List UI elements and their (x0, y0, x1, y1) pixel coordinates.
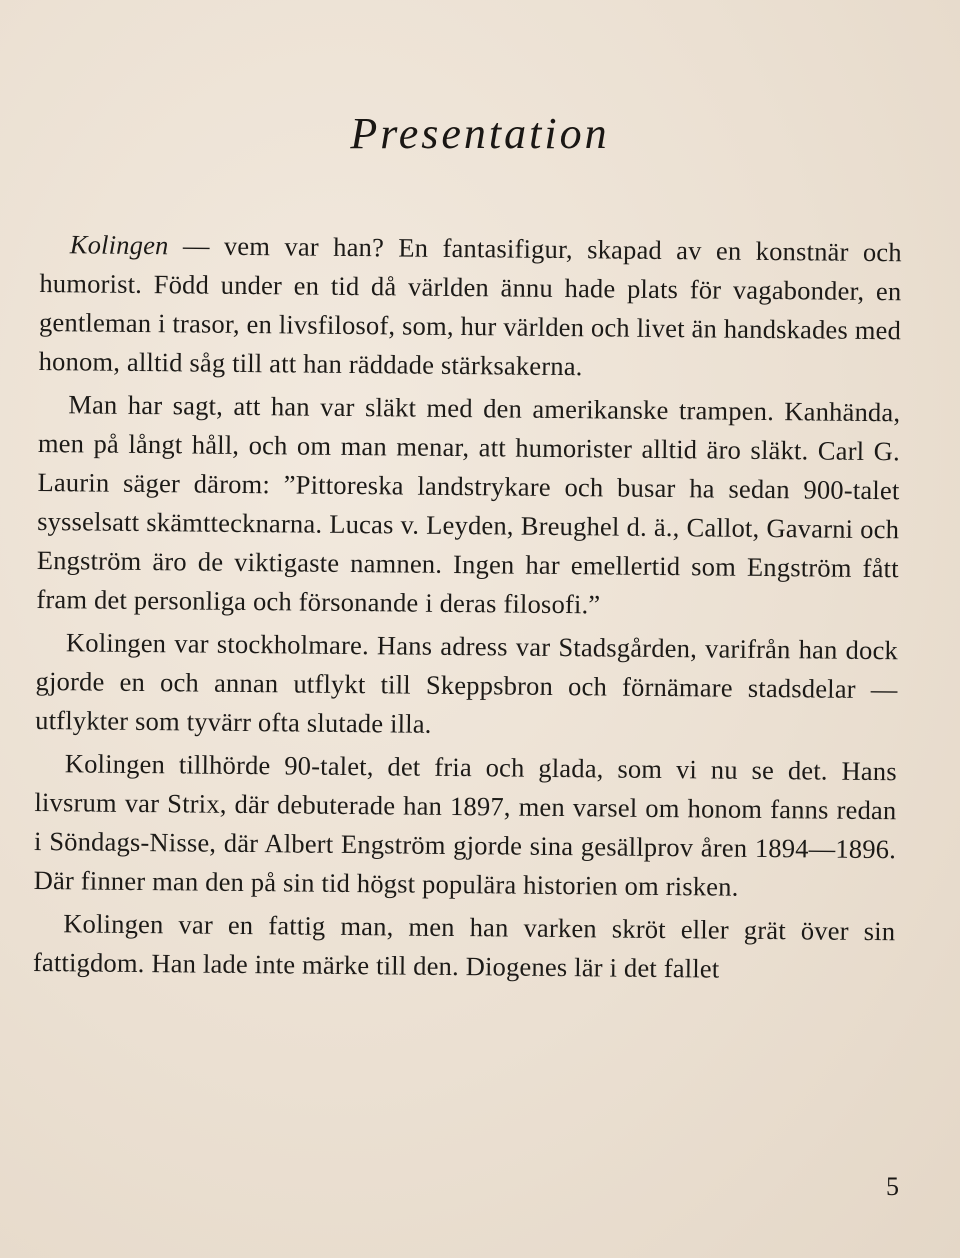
paragraph (33, 904, 896, 990)
body-text (33, 225, 902, 994)
chapter-title: Presentation (350, 109, 610, 158)
paragraph (34, 744, 897, 908)
paragraph-text: Kolingen var en fattig man, men han varken skröt eller grät över sin fattigdom. Han lade inte märke till den. Diogenes lär i det fallet (32, 908, 896, 984)
paragraph (36, 385, 900, 627)
paragraph (35, 623, 898, 748)
paragraph (39, 225, 902, 389)
paragraph-text: — vem var han? En fantasifigur, skapad av en konstnär och humorist. Född under en tid då världen ännu hade plats för vagabonder, en gentleman i trasor, en livsfilosof, som, hur världen och livet än handskades med honom, alltid såg till att han räddade stärksakerna. (38, 230, 902, 382)
paragraph-text: Kolingen tillhörde 90-talet, det fria och glada, som vi nu se det. Hans livsrum var Strix, där debuterade han 1897, men varsel om honom fanns redan i Söndags-Nisse, där Albert Engström gjorde sina gesällprov åren 1894—1896. Där finner man den på sin tid högst populära historien om risken. (33, 748, 897, 902)
italic-lead: Kolingen (69, 229, 169, 261)
page-number: 5 (886, 1172, 899, 1201)
paragraph-text: Man har sagt, att han var släkt med den amerikanske trampen. Kanhända, men på långt håll, och om man menar, att humorister alltid äro släkt. Carl G. Laurin säger därom: ”Pittoreska landstrykare och busar ha sedan 900-talet sysselsatt skämttecknarna. Lucas v. Leyden, Breughel d. ä., Callot, Gavarni och Engström äro de viktigaste namnen. Ingen har emellertid som Engström fått fram det personliga och försonande i deras filosofi.” (36, 389, 901, 620)
paragraph-text: Kolingen var stockholmare. Hans adress var Stadsgården, varifrån han dock gjorde en och annan utflykt till Skeppsbron och förnämare stadsdelar — utflykter som tyvärr ofta slutade illa. (35, 627, 899, 739)
